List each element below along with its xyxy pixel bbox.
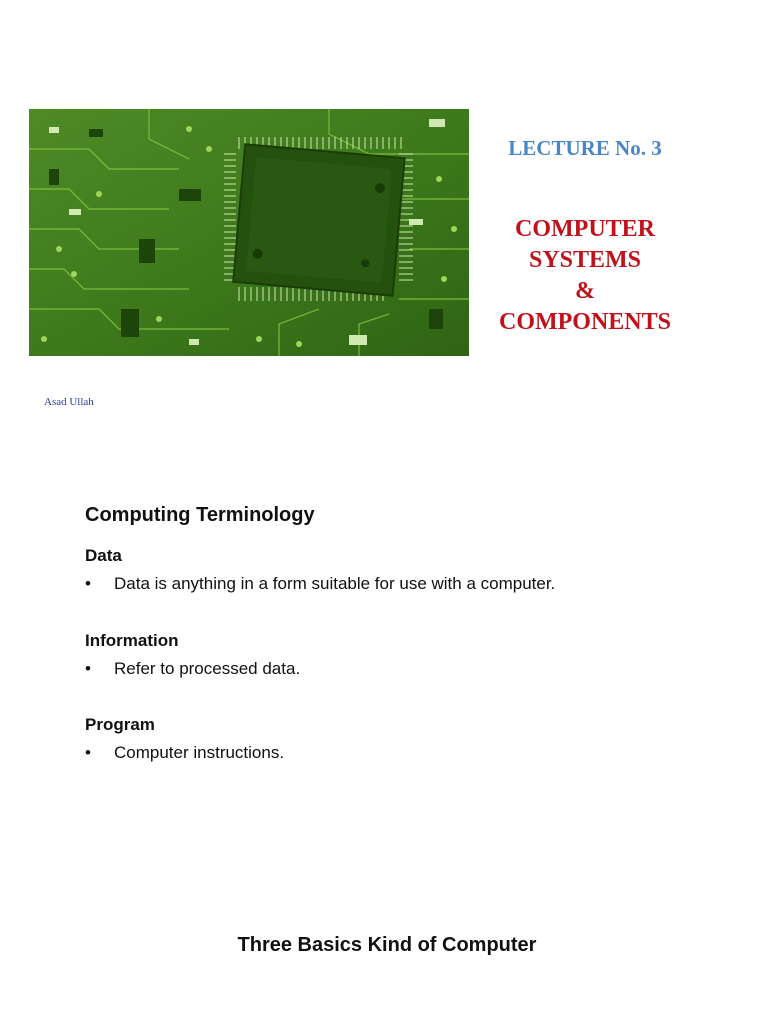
definition-text: Refer to processed data. [114,659,301,678]
definition-data [85,574,555,594]
title-line: & [575,278,595,304]
slide-title [470,214,700,338]
circuit-board-image [29,109,469,356]
definition-program [85,743,284,763]
definition-text: Computer instructions. [114,743,285,762]
title-line: COMPONENTS [498,309,671,335]
author-name: Asad Ullah [44,396,94,408]
term-program: Program [85,715,155,734]
definition-information [85,659,300,679]
definition-text: Data is anything in a form suitable for use with a computer. [114,574,556,593]
bullet-icon: • [85,743,91,762]
title-line: COMPUTER [515,216,655,242]
lecture-number: LECTURE No. 3 [508,136,662,160]
bullet-icon: • [85,574,91,593]
bullet-icon: • [85,659,91,678]
section-heading: Computing Terminology [85,504,315,526]
term-data: Data [85,546,122,565]
title-line: SYSTEMS [528,247,642,273]
next-section-heading: Three Basics Kind of Computer [237,934,537,956]
term-information: Information [85,631,179,650]
